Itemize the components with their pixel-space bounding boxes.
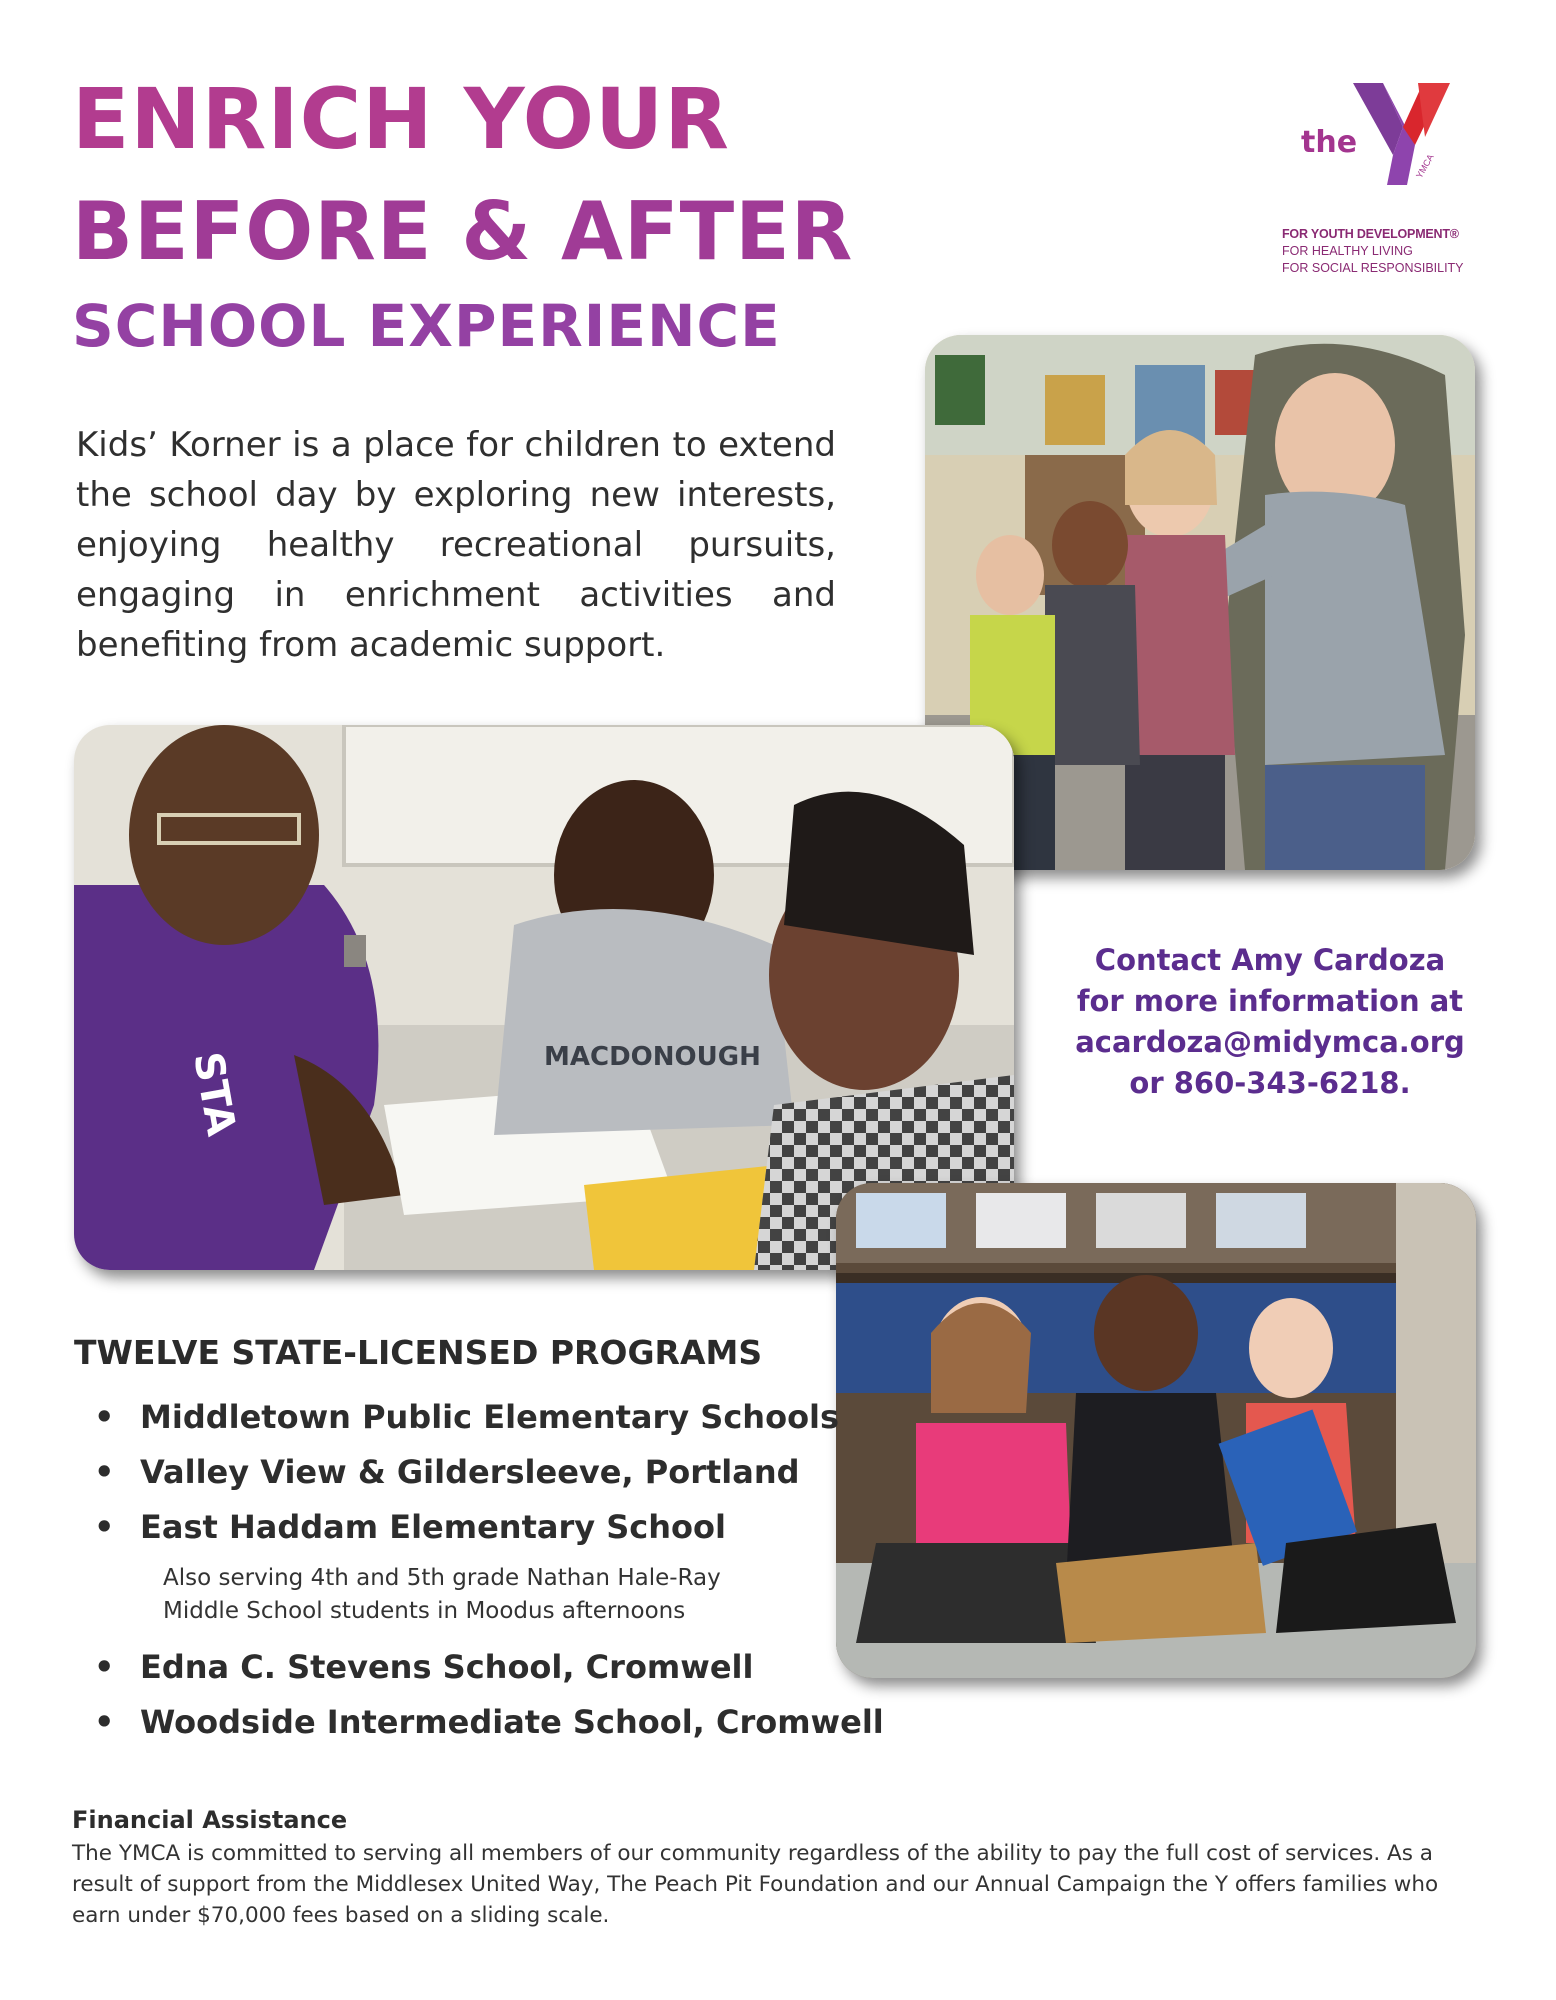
logo-the-text: the xyxy=(1301,125,1358,160)
headline-line-1: ENRICH YOUR xyxy=(72,70,730,168)
program-item xyxy=(94,1508,726,1546)
headline-line-2: BEFORE & AFTER xyxy=(72,185,854,278)
financial-title: Financial Assistance xyxy=(72,1806,348,1834)
bullet-icon: • xyxy=(94,1703,115,1741)
intro-paragraph: Kids’ Korner is a place for children to extend the school day by exploring new interests, enjoying healthy recreational pursuits, engaging in enrichment activities and benefiting from academic support. xyxy=(76,425,836,665)
ymca-y-icon xyxy=(1275,75,1495,195)
program-note-line-2: Middle School students in Moodus afternoons xyxy=(163,1598,686,1624)
program-label: Edna C. Stevens School, Cromwell xyxy=(140,1648,754,1686)
programs-title: TWELVE STATE-LICENSED PROGRAMS xyxy=(74,1333,763,1372)
program-item xyxy=(94,1648,753,1686)
program-label: East Haddam Elementary School xyxy=(140,1508,726,1546)
program-note-line-1: Also serving 4th and 5th grade Nathan Hale-Ray xyxy=(163,1565,721,1591)
bullet-icon: • xyxy=(94,1453,115,1491)
logo-ymca-text: YMCA xyxy=(1414,152,1436,180)
mentor-shirt-text: STA xyxy=(184,1048,245,1140)
tagline-line-3: FOR SOCIAL RESPONSIBILITY xyxy=(1282,261,1464,275)
headline-line-3: SCHOOL EXPERIENCE xyxy=(72,292,781,360)
program-item xyxy=(94,1703,884,1741)
program-label: Woodside Intermediate School, Cromwell xyxy=(140,1703,884,1741)
program-item xyxy=(94,1453,800,1491)
program-note xyxy=(163,1562,721,1628)
tagline-line-2: FOR HEALTHY LIVING xyxy=(1282,244,1413,258)
bullet-icon: • xyxy=(94,1648,115,1686)
girls-reading-photo xyxy=(836,1183,1476,1678)
program-item xyxy=(94,1398,839,1436)
program-label: Valley View & Gildersleeve, Portland xyxy=(140,1453,800,1491)
program-label: Middletown Public Elementary Schools xyxy=(140,1398,840,1436)
contact-line-2: for more information at xyxy=(1076,984,1464,1018)
contact-email-link[interactable]: acardoza@midymca.org xyxy=(1075,1025,1465,1059)
tagline-line-1: FOR YOUTH DEVELOPMENT® xyxy=(1282,227,1459,241)
bullet-icon: • xyxy=(94,1508,115,1546)
contact-block xyxy=(1040,940,1500,1104)
financial-body: The YMCA is committed to serving all members of our community regardless of the ability to pay the full cost of services. As a result of support from the Middlesex United Way, The Peach Pit Foundation and our Annual Campaign the Y offers families who earn under $70,000 fees based on a sliding scale. xyxy=(72,1841,1439,1928)
hoodie-text: MACDONOUGH xyxy=(544,1042,761,1072)
bullet-icon: • xyxy=(94,1398,115,1436)
ymca-tagline xyxy=(1282,226,1464,277)
contact-phone: or 860-343-6218. xyxy=(1129,1066,1411,1100)
ymca-logo xyxy=(1275,75,1495,195)
contact-line-1: Contact Amy Cardoza xyxy=(1094,943,1446,977)
